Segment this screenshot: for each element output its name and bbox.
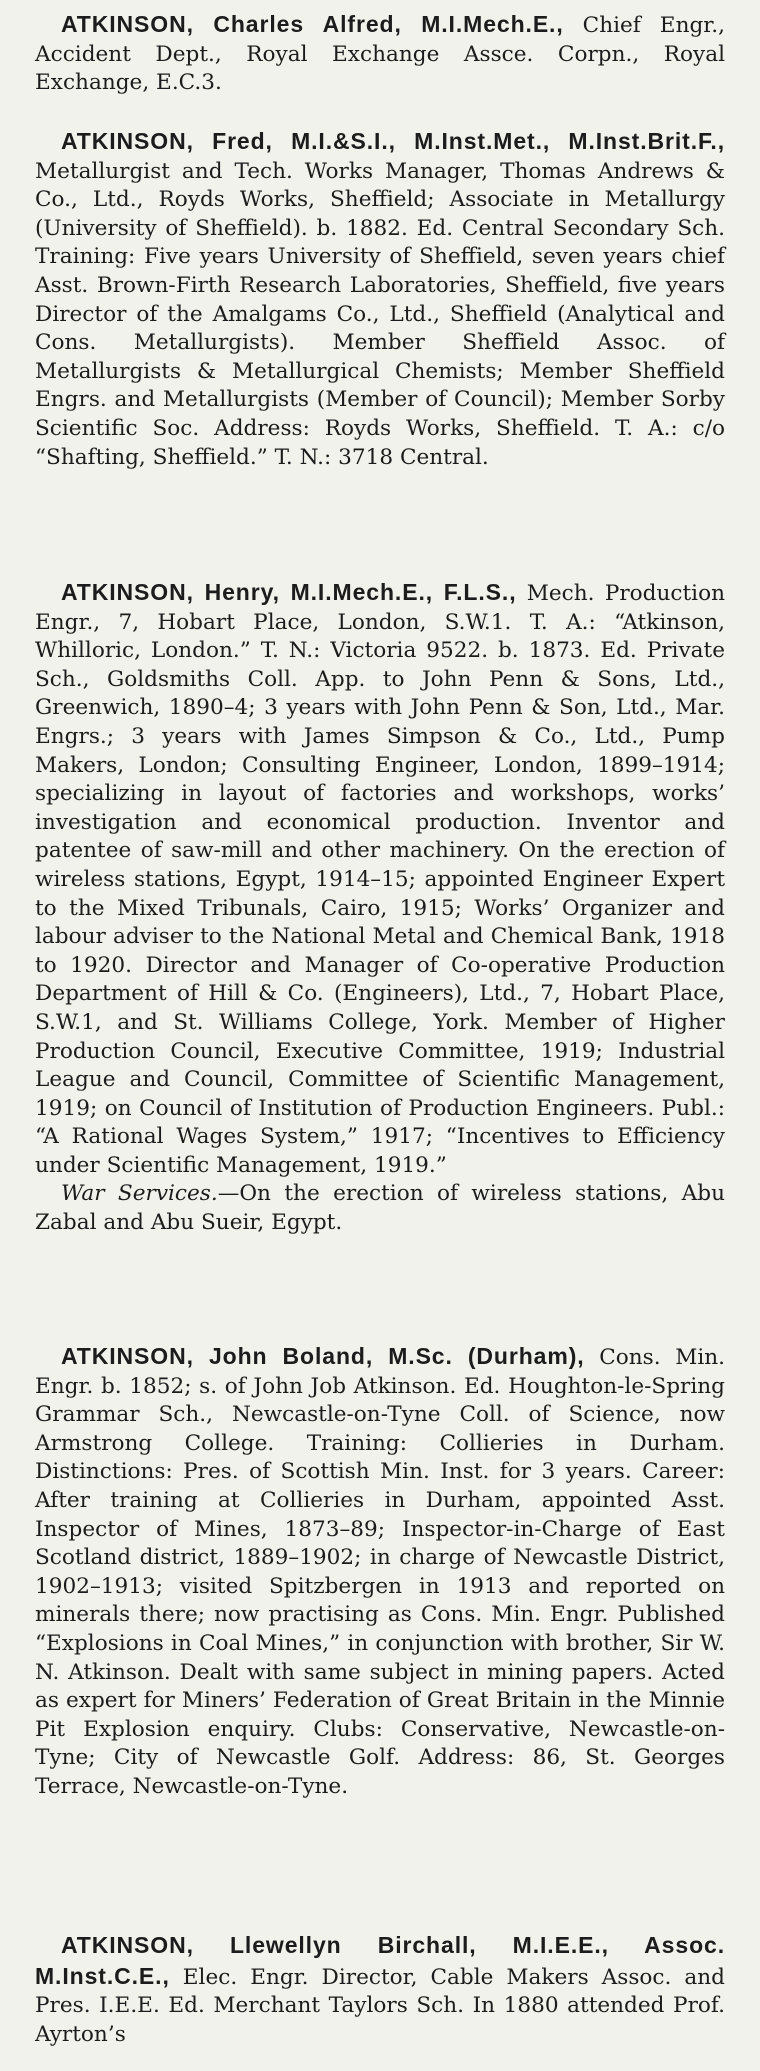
- entry-body: Cons. Min. Engr. b. 1852; s. of John Job Atkinson. Ed. Houghton-le-Spring Grammar Sch., Newcastle-on-Tyne Coll. of Science, now Armstrong College. Training: Collieries in Durham. Distinctions: Pres. of Scottish Min. Inst. for 3 years. Career: After training at Collieries in Durham, appointed Asst. Inspector of Mines, 1873–89; Inspector-in-Charge of East Scotland district, 1889–1902; in charge of Newcastle District, 1902–1913; visited Spitzbergen in 1913 and reported on minerals there; now practising as Cons. Min. Engr. Published “Explosions in Coal Mines,” in conjunction with brother, Sir W. N. Atkinson. Dealt with same subject in mining papers. Acted as expert for Miners’ Federation of Great Britain in the Minnie Pit Explosion enquiry. Clubs: Conservative, Newcastle-on-Tyne; City of Newcastle Golf. Address: 86, St. Georges Terrace, Newcastle-on-Tyne.: [35, 1345, 725, 1799]
- biography-entry: [35, 1931, 725, 2049]
- entry-text: [35, 1931, 725, 2049]
- war-services-text: —On the erection of wireless stations, Abu Zabal and Abu Sueir, Egypt.: [35, 1181, 725, 1236]
- entry-name: ATKINSON, Henry, M.I.Mech.E., F.L.S.,: [61, 579, 517, 605]
- biography-entry: [35, 578, 725, 1238]
- entry-text: [35, 578, 725, 1180]
- entry-name: ATKINSON, Llewellyn Birchall, M.I.E.E., Assoc. M.Inst.C.E.,: [35, 1932, 725, 1989]
- entry-name: ATKINSON, Charles Alfred, M.I.Mech.E.,: [61, 11, 564, 37]
- biography-entry: [35, 127, 725, 472]
- entry-text: [35, 127, 725, 472]
- entry-body: Chief Engr., Accident Dept., Royal Exchange Assce. Corpn., Royal Exchange, E.C.3.: [35, 13, 725, 96]
- entry-body: Elec. Engr. Director, Cable Makers Assoc. and Pres. I.E.E. Ed. Merchant Taylors Sch. In 1880 attended Prof. Ayrton’s: [35, 1964, 726, 2047]
- entry-text: [35, 10, 725, 98]
- entry-name: ATKINSON, Fred, M.I.&S.I., M.Inst.Met., M.Inst.Brit.F.,: [61, 128, 725, 154]
- entry-name: ATKINSON, John Boland, M.Sc. (Durham),: [61, 1343, 585, 1369]
- entry-body: Metallurgist and Tech. Works Manager, Thomas Andrews & Co., Ltd., Royds Works, Sheffield; Associate in Metallurgy (University of Sheffield). b. 1882. Ed. Central Secondary Sch. Training: Five years University of Sheffield, seven years chief Asst. Brown-Firth Research Laboratories, Sheffield, five years Director of the Amalgams Co., Ltd., Sheffield (Analytical and Cons. Metallurgists). Member Sheffield Assoc. of Metallurgists & Metallurgical Chemists; Member Sheffield Engrs. and Metallurgists (Member of Council); Member Sorby Scientific Soc. Address: Royds Works, Sheffield. T. A.: c/o “Shafting, Sheffield.” T. N.: 3718 Central.: [35, 158, 725, 470]
- biography-entry: [35, 1342, 725, 1802]
- biography-entry: [35, 10, 725, 98]
- war-services: [35, 1180, 725, 1237]
- entry-text: [35, 1342, 725, 1802]
- war-services-label: War Services.: [61, 1181, 218, 1207]
- entry-body: Mech. Production Engr., 7, Hobart Place, London, S.W.1. T. A.: “Atkinson, Whilloric, London.” T. N.: Victoria 9522. b. 1873. Ed. Private Sch., Goldsmiths Coll. App. to John Penn & Sons, Ltd., Greenwich, 1890–4; 3 years with John Penn & Son, Ltd., Mar. Engrs.; 3 years with James Simpson & Co., Ltd., Pump Makers, London; Consulting Engineer, London, 1899–1914; specializing in layout of factories and workshops, works’ investigation and economical production. Inventor and patentee of saw-mill and other machinery. On the erection of wireless stations, Egypt, 1914–15; appointed Engineer Expert to the Mixed Tribunals, Cairo, 1915; Works’ Organizer and labour adviser to the National Metal and Chemical Bank, 1918 to 1920. Director and Manager of Co-operative Production Department of Hill & Co. (Engineers), Ltd., 7, Hobart Place, S.W.1, and St. Williams College, York. Member of Higher Production Council, Executive Committee, 1919; Industrial League and Council, Committee of Scientific Management, 1919; on Council of Institution of Production Engineers. Publ.: “A Rational Wages System,” 1917; “Incentives to Efficiency under Scientific Management, 1919.”: [35, 581, 725, 1178]
